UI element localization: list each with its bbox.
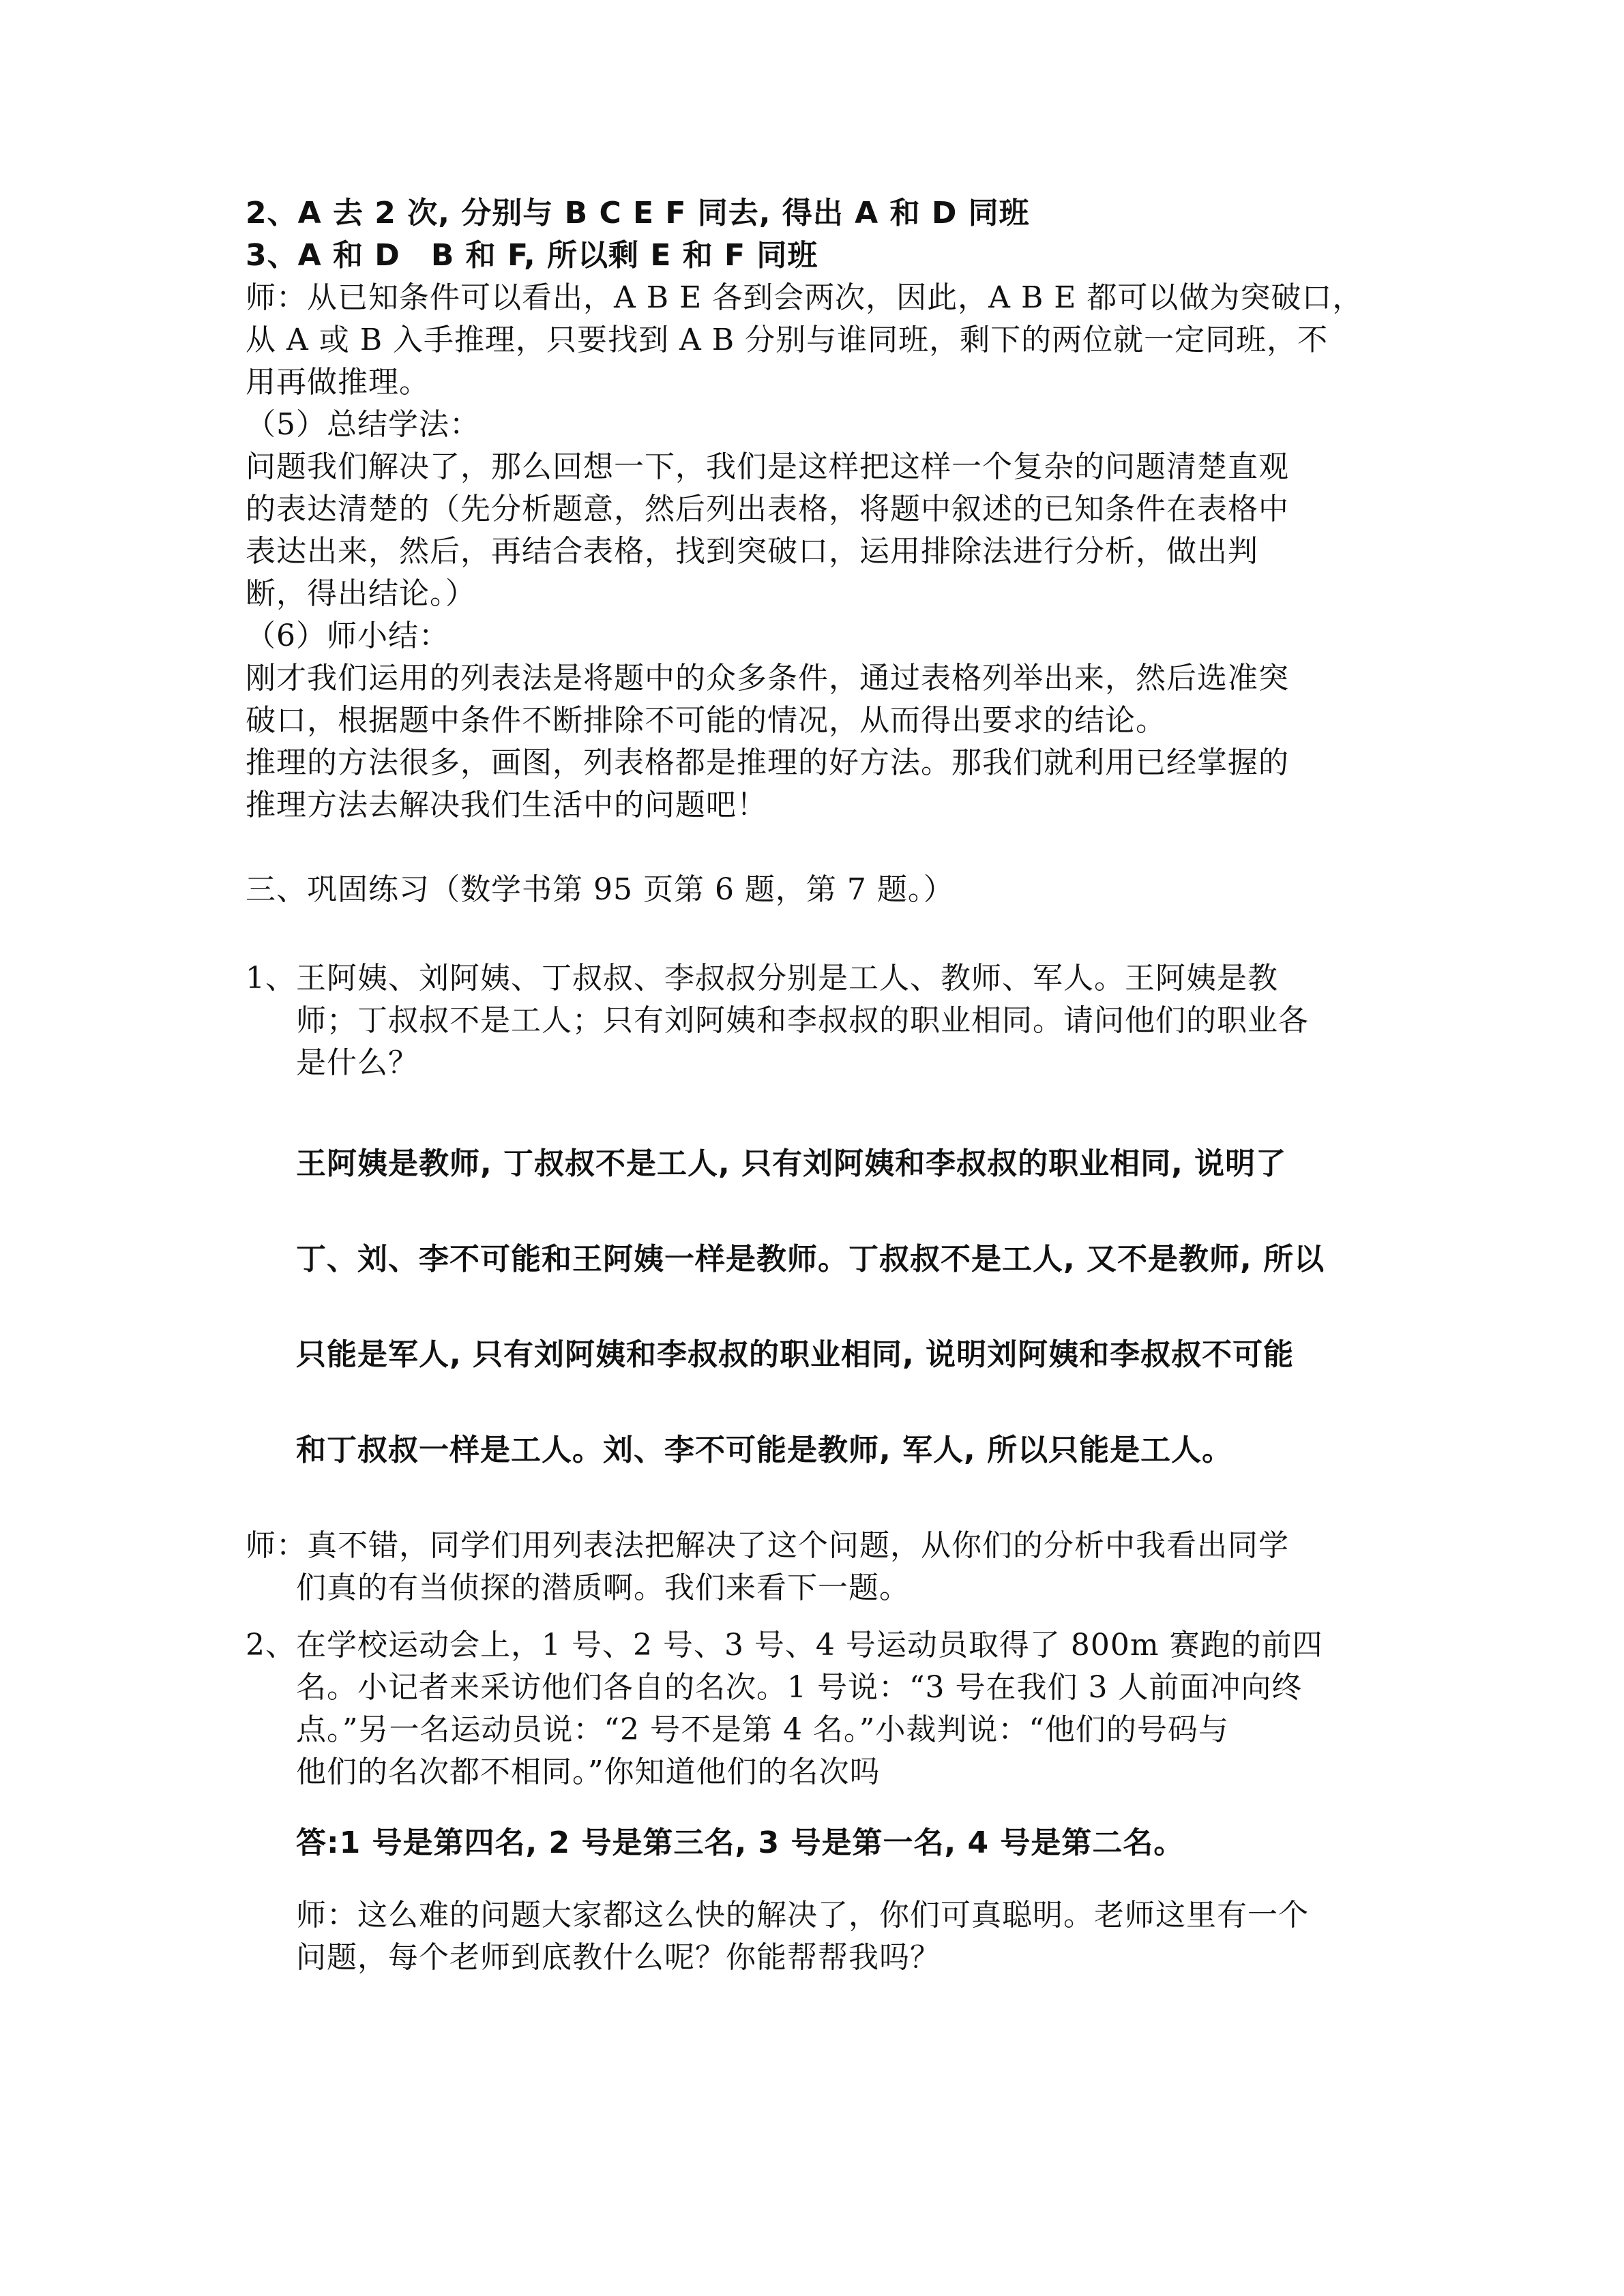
teacher-note-line: 用再做推理。 (246, 365, 430, 400)
summary-line: 断，得出结论。） (246, 576, 476, 611)
section-heading: 三、巩固练习（数学书第 95 页第 6 题，第 7 题。） (246, 872, 954, 907)
teacher-comment-1-line: 们真的有当侦探的潜质啊。我们来看下一题。 (296, 1570, 910, 1605)
problem-1-line: 是什么？ (296, 1045, 419, 1080)
teacher-comment-1-line: 师：真不错，同学们用列表法把解决了这个问题，从你们的分析中我看出同学 (246, 1528, 1289, 1563)
teacher-note-line: 师：从已知条件可以看出，A B E 各到会两次，因此，A B E 都可以做为突破口， (246, 280, 1363, 315)
teacher-comment-2-line: 问题，每个老师到底教什么呢？你能帮帮我吗？ (296, 1940, 941, 1975)
problem-2-line: 名。小记者来采访他们各自的名次。1 号说：“3 号在我们 3 人前面冲向终 (296, 1670, 1303, 1705)
teacher-summary-line: 破口，根据题中条件不断排除不可能的情况，从而得出要求的结论。 (246, 703, 1166, 738)
teacher-summary-line: 推理的方法很多，画图，列表格都是推理的好方法。那我们就利用已经掌握的 (246, 745, 1289, 780)
teacher-summary-line: 推理方法去解决我们生活中的问题吧！ (246, 788, 767, 822)
answer-1-line: 丁、刘、李不可能和王阿姨一样是教师。丁叔叔不是工人, 又不是教师, 所以 (296, 1242, 1325, 1277)
summary-line: 的表达清楚的（先分析题意，然后列出表格，将题中叙述的已知条件在表格中 (246, 492, 1289, 526)
answer-1-line: 和丁叔叔一样是工人。刘、李不可能是教师, 军人, 所以只能是工人。 (296, 1433, 1233, 1467)
answer-1-line: 只能是军人, 只有刘阿姨和李叔叔的职业相同, 说明刘阿姨和李叔叔不可能 (296, 1337, 1295, 1372)
problem-2-line: 点。”另一名运动员说：“2 号不是第 4 名。”小裁判说：“他们的号码与 (296, 1712, 1229, 1747)
answer-1-line: 王阿姨是教师, 丁叔叔不是工人, 只有刘阿姨和李叔叔的职业相同, 说明了 (296, 1146, 1287, 1181)
teacher-comment-2-line: 师：这么难的问题大家都这么快的解决了，你们可真聪明。老师这里有一个 (296, 1898, 1309, 1933)
problem-1-line: 1、王阿姨、刘阿姨、丁叔叔、李叔叔分别是工人、教师、军人。王阿姨是教 (246, 961, 1278, 996)
problem-1-line: 师；丁叔叔不是工人；只有刘阿姨和李叔叔的职业相同。请问他们的职业各 (296, 1003, 1309, 1038)
summary-line: 问题我们解决了，那么回想一下，我们是这样把这样一个复杂的问题清楚直观 (246, 449, 1289, 484)
problem-2-line: 他们的名次都不相同。”你知道他们的名次吗 (296, 1755, 881, 1789)
teacher-note-line: 从 A 或 B 入手推理，只要找到 A B 分别与谁同班，剩下的两位就一定同班，不 (246, 323, 1329, 357)
answer-2: 答:1 号是第四名, 2 号是第三名, 3 号是第一名, 4 号是第二名。 (296, 1825, 1185, 1860)
step-3: 3、A 和 D B 和 F, 所以剩 E 和 F 同班 (246, 238, 818, 273)
step-2: 2、A 去 2 次, 分别与 B C E F 同去, 得出 A 和 D 同班 (246, 196, 1030, 230)
problem-2-line: 2、在学校运动会上，1 号、2 号、3 号、4 号运动员取得了 800m 赛跑的前四 (246, 1628, 1323, 1663)
teacher-summary-heading: （6）师小结： (246, 618, 449, 653)
teacher-summary-line: 刚才我们运用的列表法是将题中的众多条件，通过表格列举出来，然后选准突 (246, 661, 1289, 696)
summary-heading: （5）总结学法： (246, 407, 480, 442)
summary-line: 表达出来，然后，再结合表格，找到突破口，运用排除法进行分析，做出判 (246, 534, 1258, 569)
